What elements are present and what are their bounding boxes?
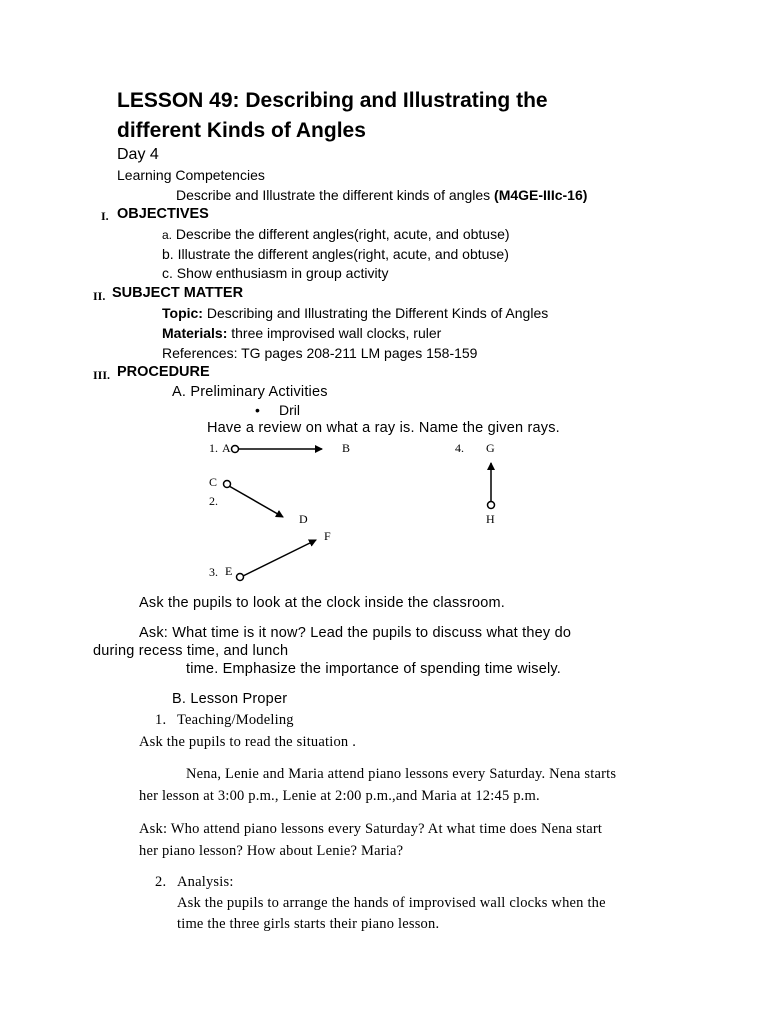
analysis-line-1: Ask the pupils to arrange the hands of improvised wall clocks when the	[177, 895, 606, 911]
ray-ab	[232, 446, 323, 453]
analysis-number: 2.	[155, 874, 167, 890]
ray-cd	[224, 481, 284, 518]
subject-matter-heading: SUBJECT MATTER	[112, 285, 244, 301]
ray-ef	[237, 540, 317, 581]
competency-description: Describe and Illustrate the different kinds of angles	[176, 187, 491, 203]
teaching-number: 1.	[155, 712, 167, 728]
ask-line-1: Ask: What time is it now? Lead the pupils to discuss what they do	[139, 625, 572, 641]
teaching-modeling-heading: Teaching/Modeling	[177, 712, 294, 728]
objective-marker: a.	[162, 228, 173, 242]
ask-line-2: during recess time, and lunch	[93, 643, 289, 659]
procedure-heading: PROCEDURE	[117, 364, 210, 380]
procedure-numeral: III.	[93, 368, 111, 382]
lesson-title-line1: LESSON 49: Describing and Illustrating the	[117, 89, 548, 112]
preliminary-activities: A. Preliminary Activities	[172, 384, 328, 400]
objectives-heading: OBJECTIVES	[117, 206, 209, 222]
ray3-label-start: E	[225, 564, 233, 578]
ray2-label-start: C	[209, 475, 218, 489]
ray3-number: 3.	[209, 565, 218, 579]
topic-label: Topic:	[162, 305, 203, 321]
analysis-line-2: time the three girls starts their piano lesson.	[177, 916, 440, 932]
day-label: Day 4	[117, 146, 159, 163]
question-line-1: Ask: Who attend piano lessons every Saturday? At what time does Nena start	[139, 821, 603, 837]
ray1-number: 1.	[209, 441, 218, 455]
subject-matter-numeral: II.	[93, 289, 106, 303]
question-line-2: her piano lesson? How about Lenie? Maria?	[139, 843, 404, 859]
read-situation-instruction: Ask the pupils to read the situation .	[139, 734, 357, 750]
analysis-heading: Analysis:	[177, 874, 234, 890]
lesson-proper-heading: B. Lesson Proper	[172, 691, 288, 707]
ray3-label-end: F	[324, 529, 331, 543]
materials-label: Materials:	[162, 325, 228, 341]
ray-hg	[488, 463, 495, 509]
ray4-label-end: G	[486, 441, 495, 455]
ray1-label-start: A	[222, 441, 231, 455]
competency-code: (M4GE-IIIc-16)	[494, 187, 588, 203]
ray4-label-start: H	[486, 512, 495, 526]
clock-prompt: Ask the pupils to look at the clock inside the classroom.	[139, 595, 506, 611]
objective-marker: b.	[162, 246, 174, 262]
objective-text: Illustrate the different angles(right, acute, and obtuse)	[177, 246, 509, 262]
ray2-label-end: D	[299, 512, 308, 526]
objectives-numeral: I.	[101, 209, 109, 223]
learning-competencies-heading: Learning Competencies	[117, 167, 265, 183]
situation-line-2: her lesson at 3:00 p.m., Lenie at 2:00 p.m.,and Maria at 12:45 p.m.	[139, 788, 540, 804]
ray4-number: 4.	[455, 441, 464, 455]
ray2-number: 2.	[209, 494, 218, 508]
topic-value: Describing and Illustrating the Different Kinds of Angles	[206, 305, 549, 321]
ask-line-3: time. Emphasize the importance of spending time wisely.	[186, 661, 562, 677]
objective-text: Show enthusiasm in group activity	[176, 265, 389, 281]
bullet-icon: •	[255, 402, 260, 418]
ray-review-instruction: Have a review on what a ray is. Name the given rays.	[207, 420, 560, 436]
objective-text: Describe the different angles(right, acute, and obtuse)	[175, 226, 510, 242]
situation-line-1: Nena, Lenie and Maria attend piano lessons every Saturday. Nena starts	[186, 766, 617, 782]
materials-value: three improvised wall clocks, ruler	[231, 325, 442, 341]
lesson-title-line2: different Kinds of Angles	[117, 119, 366, 142]
objective-marker: c.	[162, 265, 173, 281]
ray1-label-end: B	[342, 441, 351, 455]
drill-label: Dril	[279, 402, 300, 418]
references-line: References: TG pages 208-211 LM pages 158-159	[162, 345, 478, 361]
